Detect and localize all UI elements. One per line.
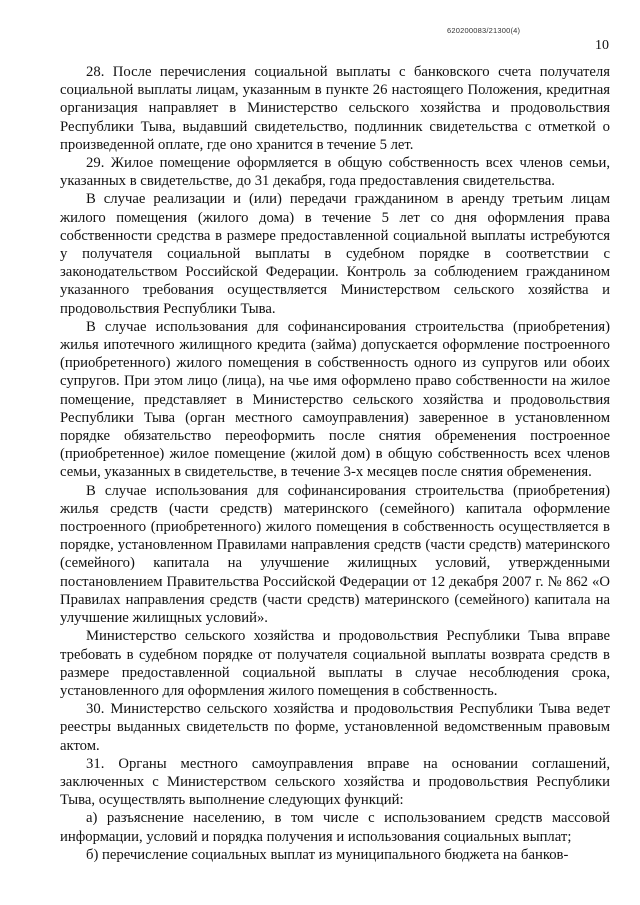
paragraph-sale-or-lease: В случае реализации и (или) передачи гражданином в аренду третьим лицам жилого помещения (жилого дома) в течение 5 лет со дня оформления права собственности средства в размере предоставленной социальной выплаты истребуются у получателя социальной выплаты в судебном порядке в соответствии с законодательством Российской Федерации. Контроль за соблюдением гражданином указанного требования осуществляется Министерством сельского хозяйства и продовольствия Республики Тыва. bbox=[60, 191, 610, 317]
paragraph-mortgage: В случае использования для софинансирования строительства (приобретения) жилья ипотечного жилищного кредита (займа) допускается оформление построенного (приобретенного) жилого помещения в собственность одного из супругов или обоих супругов. При этом лицо (лица), на чье имя оформлено право собственности на жилое помещение, представляет в Министерство сельского хозяйства и продовольствия Республики Тыва (орган местного самоуправления) заверенное в установленном порядке обязательство переоформить после снятия обременения построенное (приобретенное) жилое помещение (жилой дом) в общую собственность всех членов семьи, указанных в свидетельстве, в течение 3-х месяцев после снятия обременения. bbox=[60, 318, 610, 481]
page-number: 10 bbox=[595, 38, 609, 53]
paragraph-31: 31. Органы местного самоуправления вправе на основании соглашений, заключенных с Министерством сельского хозяйства и продовольствия Республики Тыва, осуществлять выполнение следующих функций: bbox=[60, 755, 610, 809]
list-item-a: а) разъяснение населению, в том числе с использованием средств массовой информации, условий и порядка получения и использования социальных выплат; bbox=[60, 810, 610, 845]
document-body bbox=[60, 63, 610, 864]
paragraph-maternity-capital: В случае использования для софинансирования строительства (приобретения) жилья средств (части средств) материнского (семейного) капитала оформление построенного (приобретенного) жилого помещения в собственность осуществляется в порядке, установленном Правилами направления средств (части средств) материнского (семейного) капитала на улучшение жилищных условий, утвержденными постановлением Правительства Российской Федерации от 12 декабря 2007 г. № 862 «О Правилах направления средств (части средств) материнского (семейного) капитала на улучшение жилищных условий». bbox=[60, 482, 610, 627]
paragraph-28: 28. После перечисления социальной выплаты с банковского счета получателя социальной выплаты лицам, указанным в пункте 26 настоящего Положения, кредитная организация направляет в Министерство сельского хозяйства и продовольствия Республики Тыва, выдавший свидетельство, подлинник свидетельства с отметкой о произведенной оплате, где оно хранится в течение 5 лет. bbox=[60, 64, 610, 153]
paragraph-30: 30. Министерство сельского хозяйства и продовольствия Республики Тыва ведет реестры выданных свидетельств по форме, установленной ведомственным правовым актом. bbox=[60, 701, 610, 754]
list-item-b: б) перечисление социальных выплат из муниципального бюджета на банков- bbox=[86, 846, 569, 863]
paragraph-29: 29. Жилое помещение оформляется в общую собственность всех членов семьи, указанных в свидетельстве, до 31 декабря, года предоставления свидетельства. bbox=[60, 155, 610, 190]
paragraph-ministry-rights: Министерство сельского хозяйства и продовольствия Республики Тыва вправе требовать в судебном порядке от получателя социальной выплаты возврата средств в размере предоставленной социальной выплаты в случае несоблюдения срока, установленного для оформления жилого помещения в собственность. bbox=[60, 628, 610, 699]
document-code: 620200083/21300(4) bbox=[447, 26, 521, 35]
